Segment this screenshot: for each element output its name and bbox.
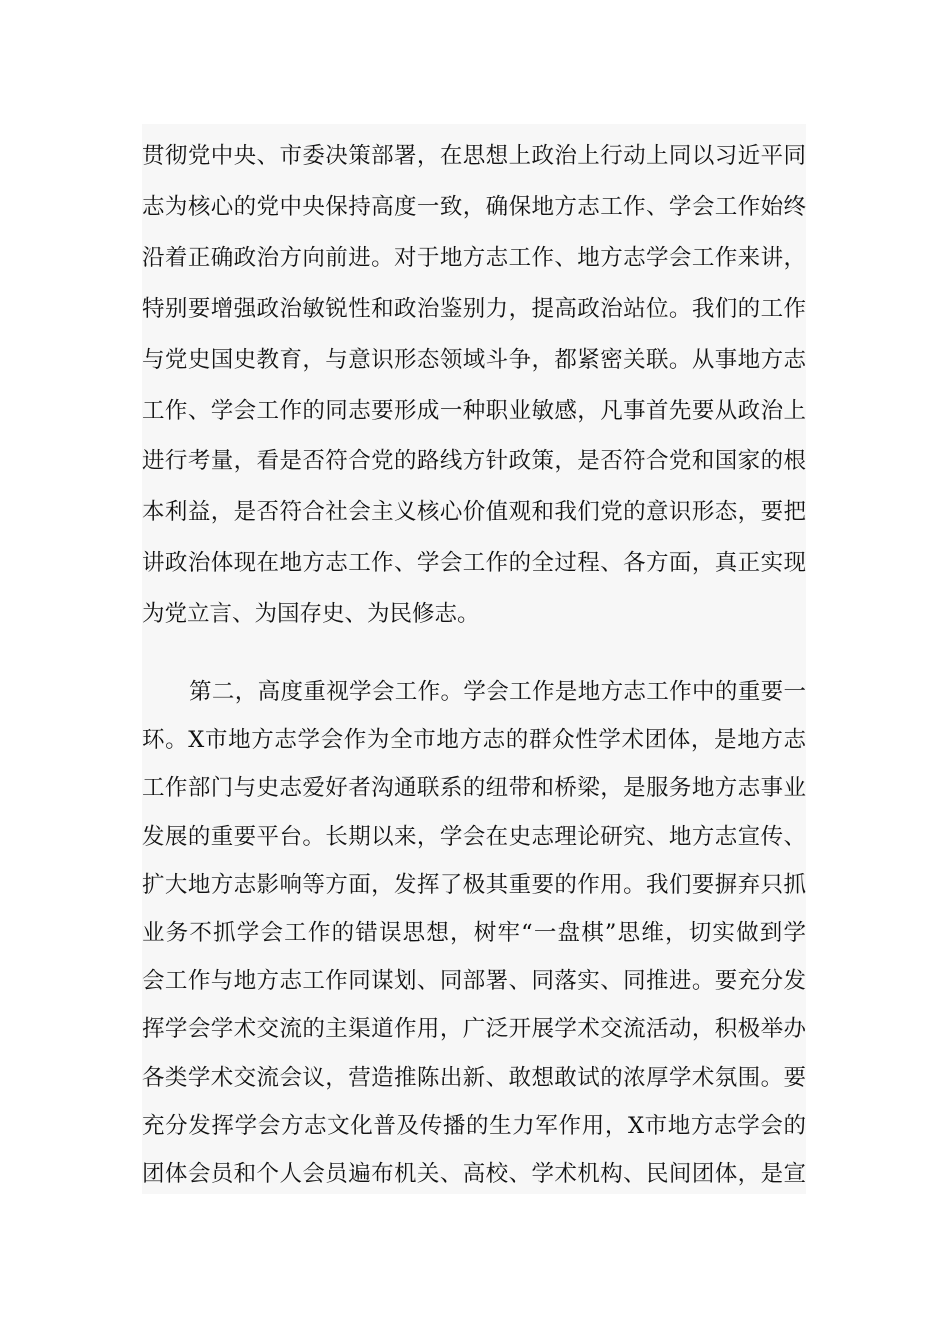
p2-line-11: 团体会员和个人会员遍布机关、高校、学术机构、民间团体，是宣 — [142, 1161, 806, 1187]
p2-line-5: 扩大地方志影响等方面，发挥了极其重要的作用。我们要摒弃只抓 — [142, 871, 806, 898]
p1-line-1: 贯彻党中央、市委决策部署，在思想上政治上行动上同以习近平同 — [142, 143, 806, 169]
p2-line-4: 发展的重要平台。长期以来，学会在史志理论研究、地方志宣传、 — [142, 823, 806, 850]
p1-line-2: 志为核心的党中央保持高度一致，确保地方志工作、学会工作始终 — [142, 193, 806, 220]
p2-line-2: 环。X市地方志学会作为全市地方志的群众性学术团体，是地方志 — [142, 727, 806, 754]
p1-line-6: 工作、学会工作的同志要形成一种职业敏感，凡事首先要从政治上 — [142, 397, 806, 424]
p1-line-8: 本利益，是否符合社会主义核心价值观和我们党的意识形态，要把 — [142, 499, 806, 526]
p2-line-1: 第二，高度重视学会工作。学会工作是地方志工作中的重要一 — [189, 679, 806, 705]
p2-line-7: 会工作与地方志工作同谋划、同部署、同落实、同推进。要充分发 — [142, 968, 806, 995]
p1-line-7: 进行考量，看是否符合党的路线方针政策，是否符合党和国家的根 — [142, 448, 806, 475]
p2-line-8: 挥学会学术交流的主渠道作用，广泛开展学术交流活动，积极举办 — [142, 1016, 806, 1043]
p1-line-4: 特别要增强政治敏锐性和政治鉴别力，提高政治站位。我们的工作 — [142, 295, 806, 322]
p1-line-3: 沿着正确政治方向前进。对于地方志工作、地方志学会工作来讲， — [142, 244, 806, 271]
p2-line-3: 工作部门与史志爱好者沟通联系的纽带和桥梁，是服务地方志事业 — [142, 775, 806, 802]
p1-line-9: 讲政治体现在地方志工作、学会工作的全过程、各方面，真正实现 — [142, 550, 806, 577]
p1-line-5: 与党史国史教育，与意识形态领域斗争，都紧密关联。从事地方志 — [142, 346, 806, 373]
p2-line-9: 各类学术交流会议，营造推陈出新、敢想敢试的浓厚学术氛围。要 — [142, 1064, 806, 1091]
p2-line-10: 充分发挥学会方志文化普及传播的生力军作用，X市地方志学会的 — [142, 1112, 806, 1139]
p1-line-10: 为党立言、为国存史、为民修志。 — [142, 601, 480, 628]
document-text-block — [142, 124, 806, 1194]
p2-line-6: 业务不抓学会工作的错误思想，树牢“一盘棋”思维，切实做到学 — [142, 920, 806, 946]
